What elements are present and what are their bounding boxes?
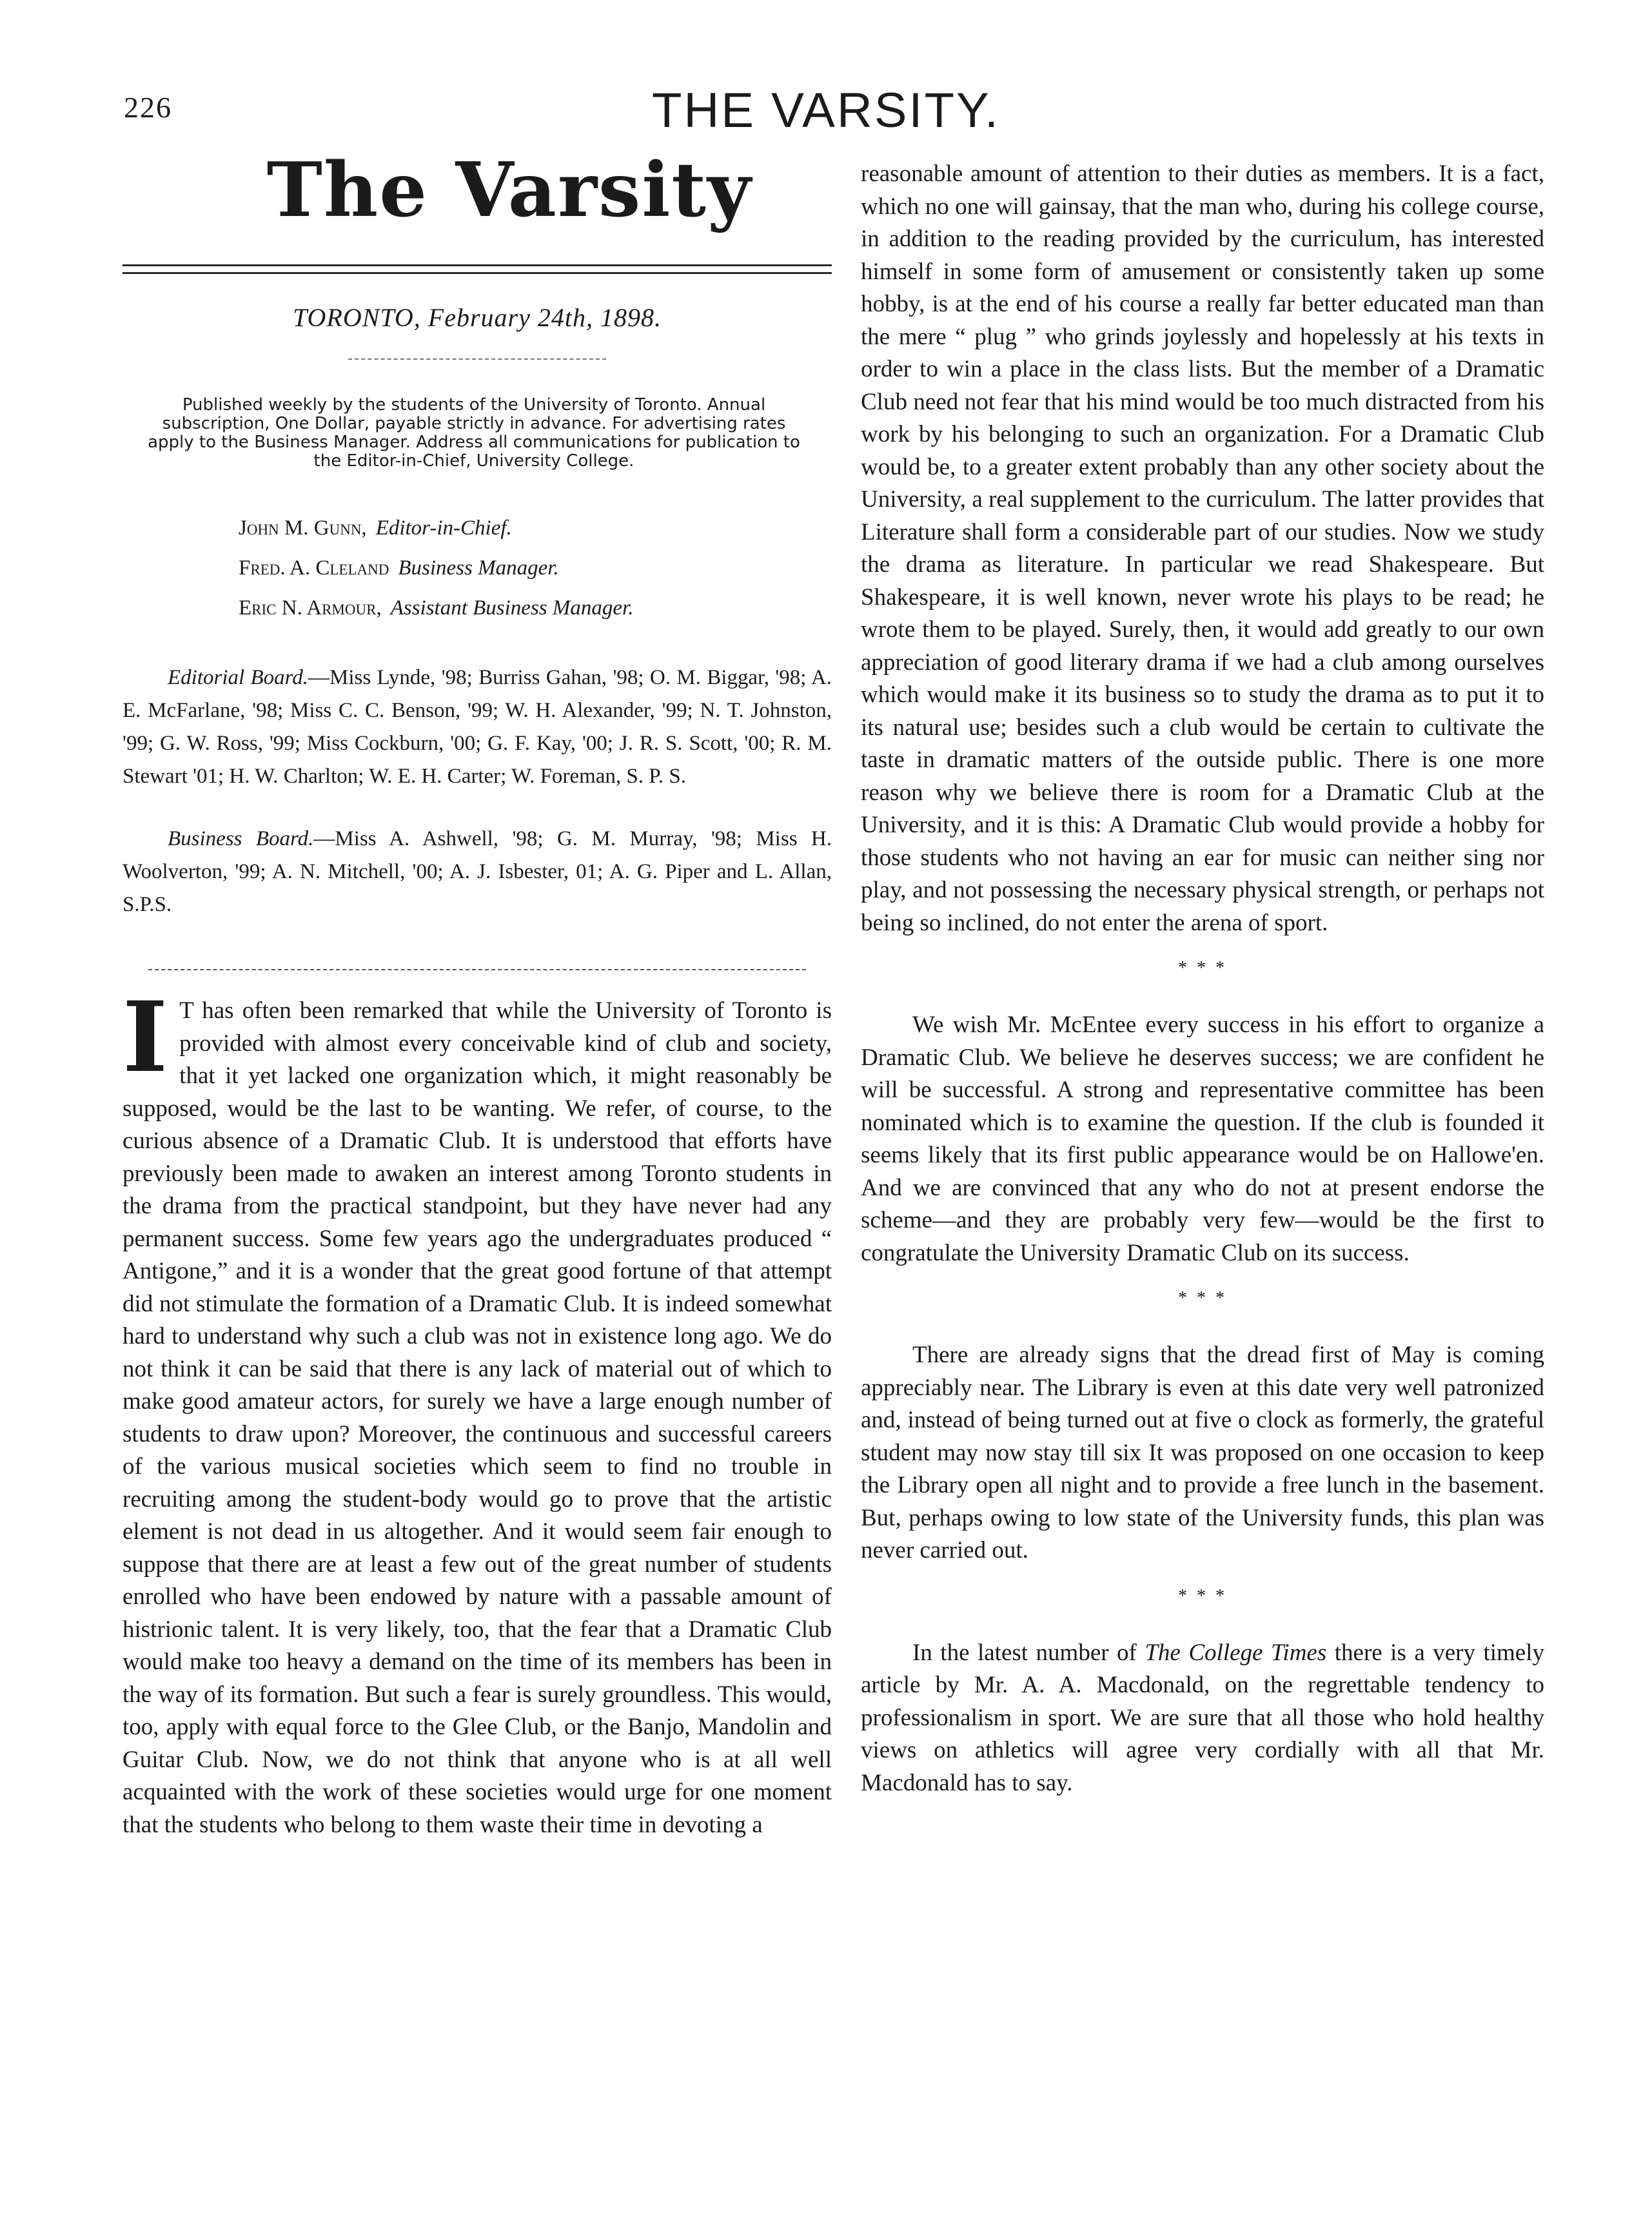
masthead-title: The Varsity	[266, 146, 752, 234]
staff-role: Editor-in-Chief.	[375, 516, 512, 540]
dateline-rule	[348, 358, 606, 360]
staff-role: Business Manager.	[398, 556, 559, 580]
publication-notice: Published weekly by the students of the University of Toronto. Annual subscription, One Dollar, payable strictly in advance. For advertising rates apply to the Business Manager. Address all communications for publication to the Editor-in-Chief, University College.	[148, 395, 800, 471]
editorial-board-text: —Miss Lynde, '98; Burriss Gahan, '98; O. M. Biggar, '98; A. E. McFarlane, '98; Miss C. C. Benson, '99; W. H. Alexander, '99; N. T. Johnston, '99; G. W. Ross, '99; Miss Cockburn, '00; G. F. Kay, '00; J. R. S. Scott, '00; R. M. Stewart '01; H. W. Charlton; W. E. H. Carter; W. Foreman, S. P. S.	[123, 666, 832, 788]
editorial-article	[123, 981, 832, 1841]
dramatic-club-paragraph: We wish Mr. McEntee every success in his effort to organize a Dramatic Club. We believe he deserves success; we are confident he will be successful. A strong and representative committee has been nominated which is to examine the question. If the club is founded it seems likely that its first public appearance would be on Hallowe'en. And we are convinced that any who do not at present endorse the scheme—and they are probably very few—would be the first to congratulate the University Dramatic Club on its success.	[861, 1012, 1544, 1266]
college-times-paragraph	[861, 1637, 1544, 1800]
editorial-board-lead: Editorial Board.	[168, 666, 309, 689]
asterism-divider: * * *	[1178, 1585, 1227, 1606]
business-board-lead: Business Board.	[168, 827, 314, 850]
dateline: TORONTO, February 24th, 1898.	[292, 303, 662, 332]
running-title: THE VARSITY.	[652, 83, 1000, 138]
staff-name: John M. Gunn,	[239, 516, 367, 540]
staff-name: Fred. A. Cleland	[239, 556, 389, 580]
asterism-divider: * * *	[1178, 958, 1227, 978]
editorial-board	[123, 661, 832, 793]
drop-cap: I	[123, 981, 168, 1094]
page-number: 226	[124, 91, 172, 124]
article-body: T has often been remarked that while the University of Toronto is provided with almost every conceivable kind of club and society, that it yet lacked one organization which, it might reasonably be supposed, would be the last to be wanting. We refer, of course, to the curious absence of a Dramatic Club. It is understood that efforts have previously been made to awaken an interest among Toronto students in the drama from the practical standpoint, but they have never had any permanent success. Some few years ago the undergraduates produced “ Antigone,” and it is a wonder that the great good fortune of that attempt did not stimulate the formation of a Dramatic Club. It is indeed somewhat hard to understand why such a club was not in existence long ago. We do not think it can be said that there is any lack of material out of which to make good amateur actors, for surely we have a large enough number of students to draw upon? Moreover, the continuous and successful careers of the various musical societies which seem to find no trouble in recruiting among the student-body would go to prove that the artistic element is not dead in us altogether. And it would seem fair enough to suppose that there are at least a few out of the great number of students enrolled who have been endowed by nature with a passable amount of histrionic talent. It is very likely, too, that the fear that a Dramatic Club would make too heavy a demand on the time of its members has been in the way of its formation. But such a fear is surely groundless. This would, too, apply with equal force to the Glee Club, or the Banjo, Mandolin and Guitar Club. Now, we do not think that anyone who is at all well acquainted with the work of these societies would urge for one moment that the students who belong to them waste their time in devoting a	[123, 997, 832, 1838]
paragraph-text: there is a very timely article by Mr. A. A. Macdonald, on the regrettable tendency to professionalism in sport. We are sure that all those who hold healthy views on athletics will agree very cordially with all that Mr. Macdonald has to say.	[861, 1639, 1544, 1796]
business-board-text: —Miss A. Ashwell, '98; G. M. Murray, '98; Miss H. Woolverton, '99; A. N. Mitchell, '00; A. J. Isbester, 01; A. G. Piper and L. Allan, S.P.S.	[123, 827, 832, 916]
left-column	[123, 148, 832, 1841]
section-divider	[148, 969, 806, 970]
editorial-continuation	[861, 158, 1544, 1799]
staff-name: Eric N. Armour,	[239, 596, 382, 620]
publication-title: The College Times	[1145, 1639, 1327, 1666]
library-paragraph: There are already signs that the dread first of May is coming appreciably near. The Library is even at this date very well patronized and, instead of being turned out at five o clock as formerly, the grateful student may now stay till six It was proposed on one occasion to keep the Library open all night and to provide a free lunch in the basement. But, perhaps owing to low state of the University funds, this plan was never carried out.	[861, 1342, 1544, 1563]
staff-entry	[239, 508, 832, 548]
business-board	[123, 823, 832, 921]
staff-entry	[239, 548, 832, 588]
asterism-divider: * * *	[1178, 1288, 1227, 1308]
staff-list	[239, 508, 832, 628]
right-column	[861, 158, 1544, 1799]
paragraph-text: In the latest number of	[912, 1639, 1137, 1666]
staff-entry	[239, 588, 832, 628]
continuation-paragraph: reasonable amount of attention to their duties as members. It is a fact, which no one will gainsay, that the man who, during his college course, in addition to the reading provided by the curriculum, has interested himself in some form of amusement or consistently taken up some hobby, is at the end of his course a really far better educated man than the mere “ plug ” who grinds joylessly and hopelessly at his texts in order to win a place in the class lists. But the member of a Dramatic Club need not fear that his mind would be too much distracted from his work by his belonging to such an organization. For a Dramatic Club would be, to a greater extent probably than any other society about the University, a real supplement to the curriculum. The latter provides that Literature shall form a considerable part of our studies. Now we study the drama as literature. In particular we read Shakespeare. But Shakespeare, it is well known, never wrote his plays to be read; he wrote them to be played. Surely, then, it would add greatly to our own appreciation of good literary drama if we had a club among ourselves which would make it its business so to study the drama as to put it to its natural use; besides such a club would be certain to cultivate the taste in dramatic matters of the outside public. There is one more reason why we believe there is room for a Dramatic Club at the University, and it is this: A Dramatic Club would provide a hobby for those students who not having an ear for music can neither sing nor play, and not possessing the necessary physical strength, or perhaps not being so inclined, do not enter the arena of sport.	[861, 161, 1544, 936]
masthead-rule	[123, 264, 832, 274]
staff-role: Assistant Business Manager.	[390, 596, 634, 620]
